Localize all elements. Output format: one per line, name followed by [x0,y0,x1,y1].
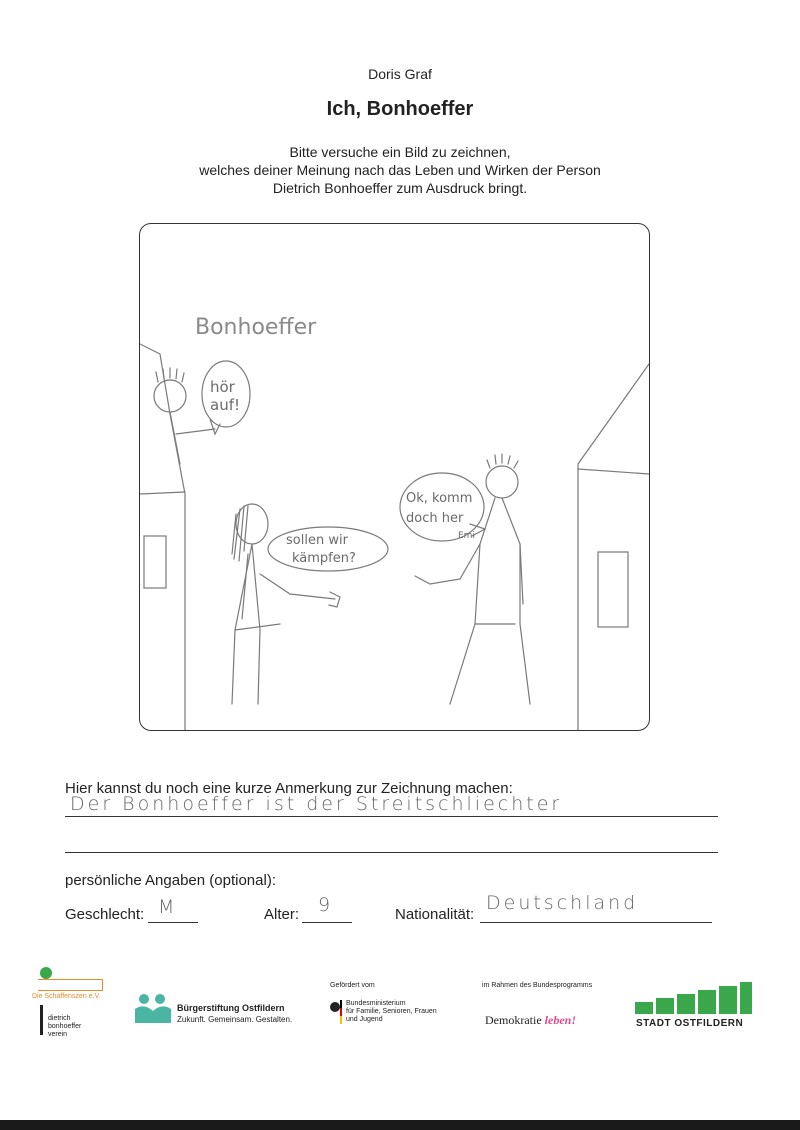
left-figure-head [154,380,186,412]
author-name: Doris Graf [368,66,432,82]
nationality-field-line [480,922,712,923]
gender-field-line [148,922,198,923]
bubble-right-line-1: Ok, komm [406,491,473,506]
bubble-right-line-3: Emi [458,531,475,541]
drawing-name-label: Bonhoeffer [195,315,317,340]
remark-answer[interactable]: Der Bonhoeffer ist der Streitschliechter [70,793,563,815]
tree-icon [40,967,52,979]
bubble-right-line-2: doch her [406,511,464,526]
remark-prompt: Hier kannst du noch eine kurze Anmerkung zur Zeichnung machen: [65,780,513,797]
bubble-left-line-2: auf! [210,396,240,414]
left-window [144,536,166,588]
logo1-name: dietrich bonhoeffer verein [48,1015,82,1038]
drawing-frame [139,223,650,731]
instruction-line-1: Bitte versuche ein Bild zu zeichnen, [289,144,511,160]
logo-buergerstiftung: Bürgerstiftung Ostfildern Zukunft. Gemeinsam. Gestalten. [135,993,310,1033]
logo-demokratie-leben: im Rahmen des Bundesprogramms Demokratie leben! [482,982,593,1027]
remark-line-1 [65,816,718,817]
bubble-middle-line-2: kämpfen? [292,551,356,566]
personal-heading: persönliche Angaben (optional): [65,872,276,889]
logo1-line1: Die Schaffenszen e.V. [32,993,101,1000]
right-window [598,552,628,627]
logo-bonhoeffer-verein [32,967,112,1042]
child-drawing [140,224,649,730]
nationality-label: Nationalität: [395,906,475,923]
logo-stadt-ostfildern: STADT OSTFILDERN [635,982,755,1032]
people-icon [135,993,171,1025]
nationality-value[interactable]: Deutschland [486,892,639,914]
right-figure-head [486,466,518,498]
age-value[interactable]: 9 [318,894,334,916]
remark-line-2 [65,852,718,853]
right-building-outline [578,364,649,730]
page-title: Ich, Bonhoeffer [326,98,474,120]
gender-value[interactable]: M [158,896,178,918]
age-label: Alter: [264,906,300,923]
left-building-outline [140,344,185,730]
instruction-line-2: welches deiner Meinung nach das Leben und Wirken der Person [199,162,601,178]
scan-edge [0,1120,800,1130]
building-blocks-icon [38,979,103,991]
instruction-line-3: Dietrich Bonhoeffer zum Ausdruck bringt. [272,180,528,196]
gender-label: Geschlecht: [65,906,145,923]
eagle-icon [330,1002,340,1012]
logo-bmfsfj: Gefördert vom Bundesministerium für Familie, Senioren, Frauen und Jugend [330,982,437,1023]
bubble-left-line-1: hör [210,378,235,396]
age-field-line [302,922,352,923]
bubble-middle-line-1: sollen wir [286,533,348,548]
